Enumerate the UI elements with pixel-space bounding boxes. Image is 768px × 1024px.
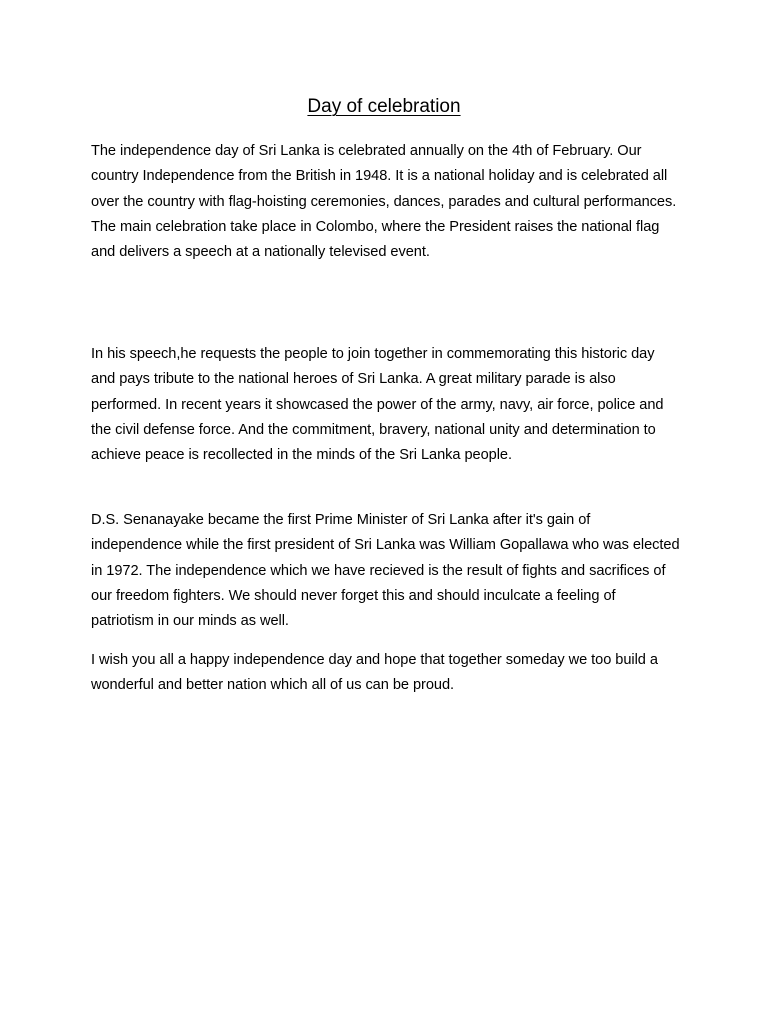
paragraph-president-speech: In his speech,he requests the people to join together in commemorating this historic day and pays tribute to the national heroes of Sri Lanka. A great military parade is also performed. In recent years it showcased the power of the army, navy, air force, police and the civil defense force. And the commitment, bravery, national unity and determination to achieve peace is recollected in the minds of the Sri Lanka people.	[91, 346, 664, 464]
page-title: Day of celebration	[307, 96, 461, 117]
paragraph-closing-wish: I wish you all a happy independence day and hope that together someday we too build a wonderful and better nation which all of us can be proud.	[91, 652, 658, 694]
paragraph-first-leaders: D.S. Senanayake became the first Prime Minister of Sri Lanka after it's gain of independence while the first president of Sri Lanka was William Gopallawa who was elected in 1972. The independence which we have recieved is the result of fights and sacrifices of our freedom fighters. We should never forget this and should inculcate a feeling of patriotism in our minds as well.	[91, 512, 680, 630]
paragraph-independence-day: The independence day of Sri Lanka is celebrated annually on the 4th of February. Our country Independence from the British in 1948. It is a national holiday and is celebrated all over the country with flag-hoisting ceremonies, dances, parades and cultural performances. The main celebration take place in Colombo, where the President raises the national flag and delivers a speech at a nationally televised event.	[91, 143, 677, 261]
